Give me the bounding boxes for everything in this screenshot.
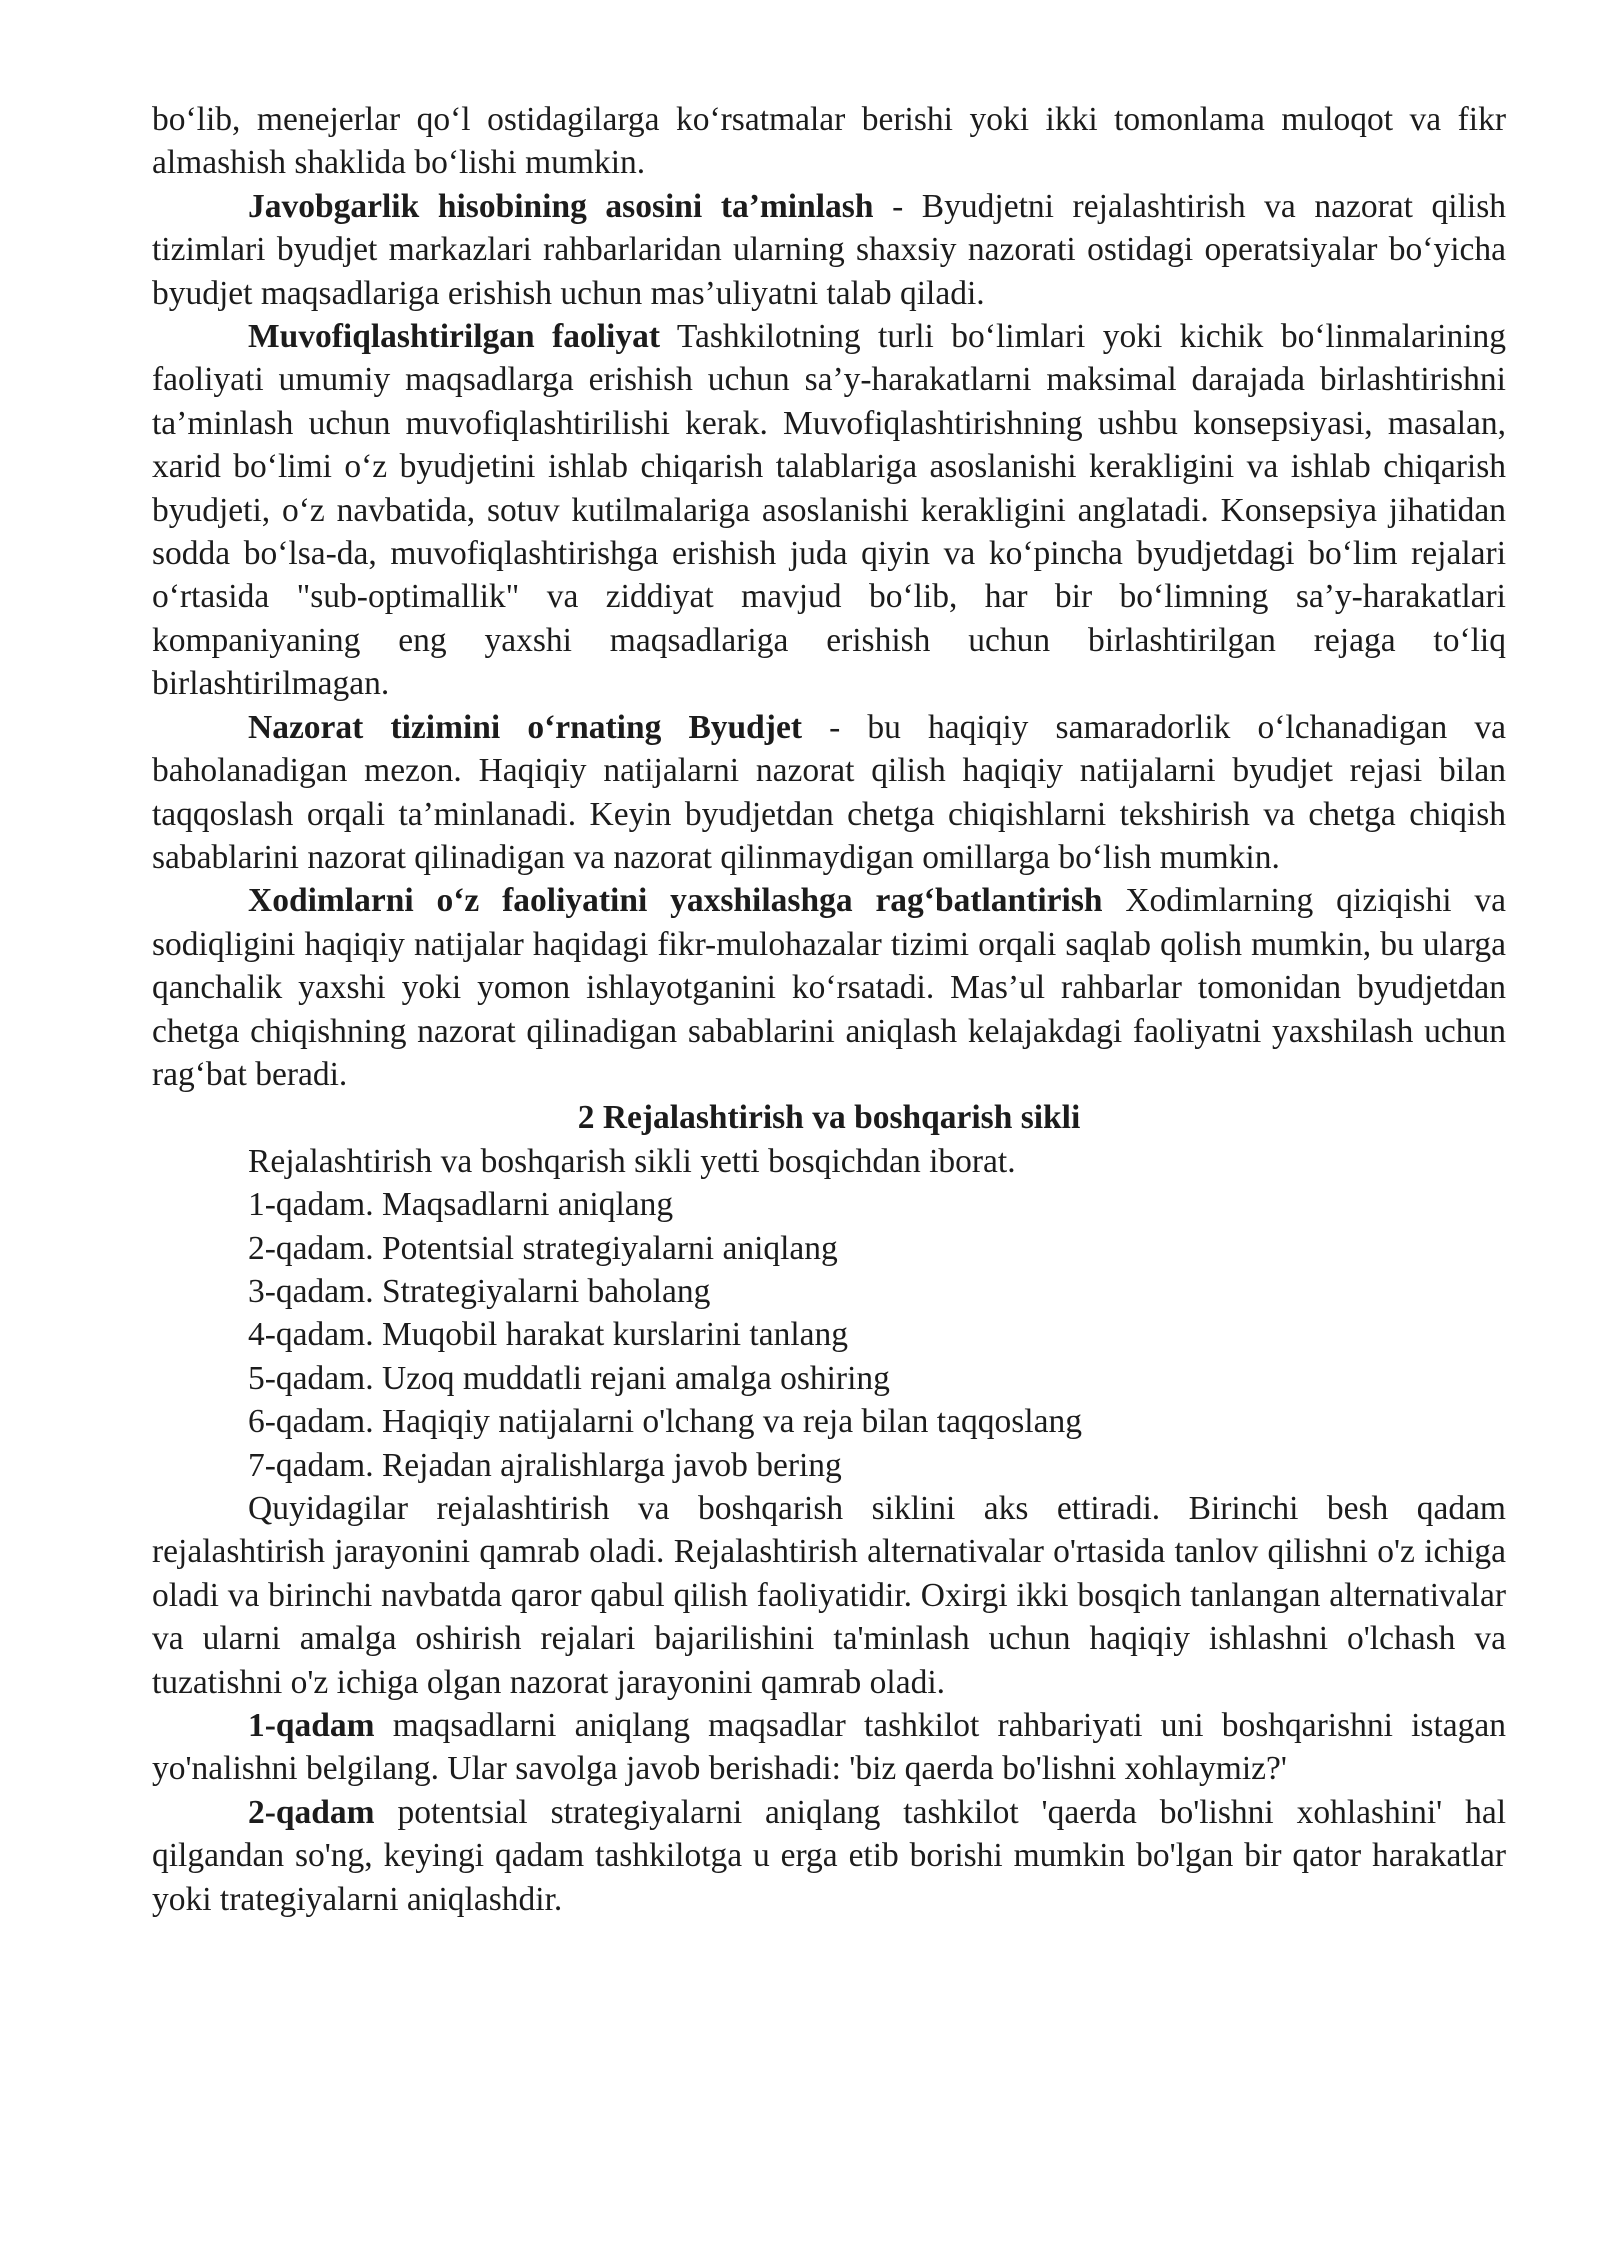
step-item: 6-qadam. Haqiqiy natijalarni o'lchang va reja bilan taqqoslang	[248, 1403, 1082, 1441]
paragraph-heading: 1-qadam	[248, 1707, 375, 1745]
paragraph-coordination	[152, 315, 1506, 706]
paragraph-heading: Muvofiqlashtirilgan faoliyat	[248, 318, 661, 356]
paragraph-step-1	[152, 1704, 1506, 1791]
paragraph-heading: 2-qadam	[248, 1793, 375, 1831]
paragraph-responsibility	[152, 185, 1506, 315]
paragraph-text: potentsial strategiyalarni aniqlang tashkilot 'qaerda bo'lishni xohlashini' hal qilgandan so'ng, keyingi qadam tashkilotga u erga etib borishi mumkin bo'lgan bir qator harakatlar yoki trategiyalarni aniqlashdir.	[152, 1793, 1506, 1918]
step-item: 5-qadam. Uzoq muddatli rejani amalga oshiring	[248, 1359, 890, 1397]
section-heading: 2 Rejalashtirish va boshqarish sikli	[577, 1099, 1081, 1137]
paragraph-cycle-summary: Quyidagilar rejalashtirish va boshqarish siklini aks ettiradi. Birinchi besh qadam rejalashtirish jarayonini qamrab oladi. Rejalashtirish alternativalar o'rtasida tanlov qilishni o'z ichiga oladi va birinchi navbatda qaror qabul qilish faoliyatidir. Oxirgi ikki bosqich tanlangan alternativalar va ularni amalga oshirish rejalari bajarilishini ta'minlash uchun haqiqiy ishlashni o'lchash va tuzatishni o'z ichiga olgan nazorat jarayonini qamrab oladi.	[152, 1490, 1506, 1701]
cycle-intro: Rejalashtirish va boshqarish sikli yetti bosqichdan iborat.	[248, 1142, 1016, 1180]
step-item: 3-qadam. Strategiyalarni baholang	[248, 1272, 711, 1310]
step-item: 2-qadam. Potentsial strategiyalarni aniqlang	[248, 1229, 838, 1267]
paragraph-step-2	[152, 1791, 1506, 1921]
paragraph-text: maqsadlarni aniqlang maqsadlar tashkilot rahbariyati uni boshqarishni istagan yo'nalishni belgilang. Ular savolga javob berishadi: 'biz qaerda bo'lishni xohlaymiz?'	[152, 1707, 1506, 1788]
paragraph-text: Tashkilotning turli bo‘limlari yoki kichik bo‘linmalarining faoliyati umumiy maqsadlarga erishish uchun sa’y-harakatlarni maksimal darajada birlashtirishni ta’minlash uchun muvofiqlashtirilishi kerak. Muvofiqlashtirishning ushbu konsepsiyasi, masalan, xarid bo‘limi o‘z byudjetini ishlab chiqarish talablariga asoslanishi kerakligini va ishlab chiqarish byudjeti, o‘z navbatida, sotuv kutilmalariga asoslanishi kerakligini anglatadi. Konsepsiya jihatidan sodda bo‘lsa-da, muvofiqlashtirishga erishish juda qiyin va ko‘pincha byudjetdagi bo‘lim rejalari o‘rtasida "sub-optimallik" va ziddiyat mavjud bo‘lib, har bir bo‘limning sa’y-harakatlari kompaniyaning eng yaxshi maqsadlariga erishish uchun birlashtirilgan rejaga to‘liq birlashtirilmagan.	[152, 318, 1506, 703]
paragraph-text: - bu haqiqiy samaradorlik o‘lchanadigan va baholanadigan mezon. Haqiqiy natijalarni nazorat qilish haqiqiy natijalarni byudjet rejasi bilan taqqoslash orqali ta’minlanadi. Keyin byudjetdan chetga chiqishlarni tekshirish va chetga chiqish sabablarini nazorat qilinadigan va nazorat qilinmaydigan omillarga bo‘lish mumkin.	[152, 708, 1506, 876]
paragraph-heading: Xodimlarni o‘z faoliyatini yaxshilashga rag‘batlantirish	[248, 882, 1103, 920]
step-item: 1-qadam. Maqsadlarni aniqlang	[248, 1186, 674, 1224]
paragraph-text: Xodimlarning qiziqishi va sodiqligini haqiqiy natijalar haqidagi fikr-mulohazalar tizimi orqali saqlab qolish mumkin, bu ularga qanchalik yaxshi yoki yomon ishlayotganini ko‘rsatadi. Mas’ul rahbarlar tomonidan byudjetdan chetga chiqishning nazorat qilinadigan sabablarini aniqlash kelajakdagi faoliyatni yaxshilash uchun rag‘bat beradi.	[152, 882, 1506, 1093]
step-item: 4-qadam. Muqobil harakat kurslarini tanlang	[248, 1316, 849, 1354]
paragraph-control-system	[152, 706, 1506, 880]
paragraph-heading: Javobgarlik hisobining asosini ta’minlash	[248, 187, 874, 225]
paragraph-text: - Byudjetni rejalashtirish va nazorat qilish tizimlari byudjet markazlari rahbarlaridan ularning shaxsiy nazorati ostidagi operatsiyalar bo‘yicha byudjet maqsadlariga erishish uchun mas’uliyatni talab qiladi.	[152, 187, 1506, 312]
paragraph-heading: Nazorat tizimini o‘rnating Byudjet	[248, 708, 802, 746]
paragraph-continuation: bo‘lib, menejerlar qo‘l ostidagilarga ko‘rsatmalar berishi yoki ikki tomonlama muloqot va fikr almashish shaklida bo‘lishi mumkin.	[152, 101, 1506, 182]
paragraph-motivation	[152, 879, 1506, 1096]
step-item: 7-qadam. Rejadan ajralishlarga javob bering	[248, 1446, 842, 1484]
